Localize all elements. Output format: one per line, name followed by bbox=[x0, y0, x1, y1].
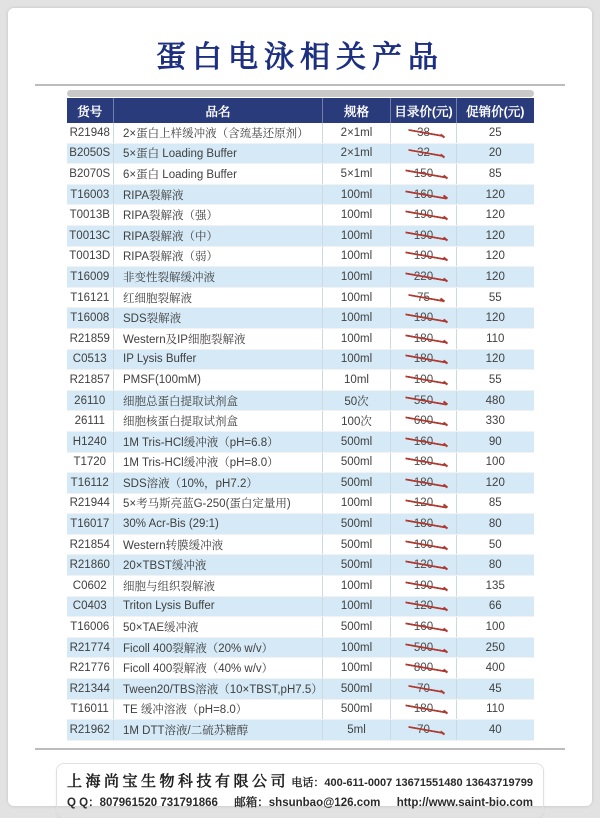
promo-price: 110 bbox=[457, 699, 534, 720]
footer-line-1 bbox=[67, 770, 533, 791]
promo-price: 100 bbox=[457, 617, 534, 638]
product-code: R21944 bbox=[67, 493, 114, 514]
table-row bbox=[67, 720, 534, 741]
list-price bbox=[391, 205, 457, 226]
product-code: T16112 bbox=[67, 473, 114, 494]
promo-price: 25 bbox=[457, 123, 534, 143]
qq-numbers: 807961520 731791866 bbox=[99, 796, 218, 809]
phone-numbers: 400-611-0007 13671551480 13643719799 bbox=[324, 776, 533, 789]
product-code: T0013D bbox=[67, 246, 114, 267]
list-price-struck: 120 bbox=[411, 600, 436, 612]
product-name: SDS裂解液 bbox=[114, 308, 323, 329]
product-code: R21344 bbox=[67, 679, 114, 700]
product-spec: 5×1ml bbox=[323, 164, 391, 185]
table-row bbox=[67, 370, 534, 391]
list-price bbox=[391, 431, 457, 452]
promo-price: 250 bbox=[457, 637, 534, 658]
col-header-list-price: 目录价(元) bbox=[391, 98, 457, 123]
product-code: B2050S bbox=[67, 143, 114, 164]
product-code: R21860 bbox=[67, 555, 114, 576]
product-spec: 500ml bbox=[323, 699, 391, 720]
promo-price: 80 bbox=[457, 555, 534, 576]
table-row bbox=[67, 658, 534, 679]
product-spec: 100ml bbox=[323, 596, 391, 617]
product-spec: 100ml bbox=[323, 328, 391, 349]
table-row bbox=[67, 225, 534, 246]
product-spec: 500ml bbox=[323, 534, 391, 555]
product-code: R21854 bbox=[67, 534, 114, 555]
table-row bbox=[67, 328, 534, 349]
footer bbox=[56, 763, 544, 818]
product-name: 2×蛋白上样缓冲液（含巯基还原剂） bbox=[114, 123, 323, 143]
list-price bbox=[391, 637, 457, 658]
product-name: 5×蛋白 Loading Buffer bbox=[114, 143, 323, 164]
list-price bbox=[391, 328, 457, 349]
product-spec: 2×1ml bbox=[323, 143, 391, 164]
product-code: T16009 bbox=[67, 267, 114, 288]
footer-line-2 bbox=[67, 794, 533, 810]
product-spec: 100ml bbox=[323, 493, 391, 514]
product-name: 细胞与组织裂解液 bbox=[114, 576, 323, 597]
title-divider bbox=[35, 84, 565, 86]
promo-price: 120 bbox=[457, 246, 534, 267]
promo-price: 45 bbox=[457, 679, 534, 700]
product-name: TE 缓冲溶液（pH=8.0） bbox=[114, 699, 323, 720]
footer-divider bbox=[35, 748, 565, 750]
product-name: Ficoll 400裂解液（40% w/v） bbox=[114, 658, 323, 679]
product-code: C0513 bbox=[67, 349, 114, 370]
list-price bbox=[391, 576, 457, 597]
product-code: R21776 bbox=[67, 658, 114, 679]
product-table-body bbox=[67, 123, 534, 740]
list-price bbox=[391, 534, 457, 555]
list-price bbox=[391, 143, 457, 164]
promo-price: 100 bbox=[457, 452, 534, 473]
product-code: T0013B bbox=[67, 205, 114, 226]
promo-price: 20 bbox=[457, 143, 534, 164]
product-name: RIPA裂解液（强） bbox=[114, 205, 323, 226]
list-price bbox=[391, 370, 457, 391]
product-name: 红细胞裂解液 bbox=[114, 287, 323, 308]
table-row bbox=[67, 390, 534, 411]
product-code: T16008 bbox=[67, 308, 114, 329]
list-price-struck: 190 bbox=[411, 250, 436, 262]
list-price-struck: 160 bbox=[411, 189, 436, 201]
list-price-struck: 190 bbox=[411, 209, 436, 221]
table-row bbox=[67, 534, 534, 555]
product-code: R21948 bbox=[67, 123, 114, 143]
list-price-struck: 550 bbox=[411, 395, 436, 407]
product-name: IP Lysis Buffer bbox=[114, 349, 323, 370]
product-code: R21857 bbox=[67, 370, 114, 391]
promo-price: 90 bbox=[457, 431, 534, 452]
product-spec: 100次 bbox=[323, 411, 391, 432]
product-spec: 500ml bbox=[323, 617, 391, 638]
list-price-struck: 220 bbox=[411, 271, 436, 283]
list-price-struck: 150 bbox=[411, 168, 436, 180]
product-name: PMSF(100mM) bbox=[114, 370, 323, 391]
list-price bbox=[391, 699, 457, 720]
promo-price: 120 bbox=[457, 184, 534, 205]
table-row bbox=[67, 431, 534, 452]
product-name: Western及IP细胞裂解液 bbox=[114, 328, 323, 349]
list-price-struck: 38 bbox=[414, 127, 433, 139]
product-spec: 2×1ml bbox=[323, 123, 391, 143]
product-code: T16017 bbox=[67, 514, 114, 535]
product-spec: 500ml bbox=[323, 431, 391, 452]
table-row bbox=[67, 555, 534, 576]
table-row bbox=[67, 308, 534, 329]
list-price bbox=[391, 452, 457, 473]
list-price-struck: 800 bbox=[411, 662, 436, 674]
list-price bbox=[391, 267, 457, 288]
product-code: R21774 bbox=[67, 637, 114, 658]
promo-price: 120 bbox=[457, 308, 534, 329]
qq-block bbox=[67, 794, 218, 810]
list-price bbox=[391, 679, 457, 700]
product-spec: 500ml bbox=[323, 555, 391, 576]
list-price-struck: 100 bbox=[411, 539, 436, 551]
product-name: RIPA裂解液（弱） bbox=[114, 246, 323, 267]
product-code: C0602 bbox=[67, 576, 114, 597]
product-code: R21962 bbox=[67, 720, 114, 741]
product-name: 5×考马斯亮蓝G-250(蛋白定量用) bbox=[114, 493, 323, 514]
table-row bbox=[67, 617, 534, 638]
product-spec: 100ml bbox=[323, 205, 391, 226]
promo-price: 135 bbox=[457, 576, 534, 597]
product-name: 1M DTT溶液/二硫苏糖醇 bbox=[114, 720, 323, 741]
company-name: 上海尚宝生物科技有限公司 bbox=[67, 772, 290, 790]
promo-price: 120 bbox=[457, 205, 534, 226]
product-name: 非变性裂解缓冲液 bbox=[114, 267, 323, 288]
list-price bbox=[391, 308, 457, 329]
catalog-page bbox=[8, 8, 592, 809]
list-price-struck: 190 bbox=[411, 230, 436, 242]
list-price bbox=[391, 720, 457, 741]
list-price bbox=[391, 246, 457, 267]
promo-price: 120 bbox=[457, 349, 534, 370]
promo-price: 120 bbox=[457, 267, 534, 288]
list-price bbox=[391, 514, 457, 535]
list-price-struck: 160 bbox=[411, 621, 436, 633]
product-name: Ficoll 400裂解液（20% w/v） bbox=[114, 637, 323, 658]
page-title: 蛋白电泳相关产品 bbox=[156, 40, 444, 75]
product-spec: 500ml bbox=[323, 473, 391, 494]
product-spec: 50次 bbox=[323, 390, 391, 411]
product-code: T0013C bbox=[67, 225, 114, 246]
product-code: T1720 bbox=[67, 452, 114, 473]
promo-price: 80 bbox=[457, 514, 534, 535]
product-spec: 100ml bbox=[323, 576, 391, 597]
list-price-struck: 32 bbox=[414, 147, 433, 159]
list-price-struck: 600 bbox=[411, 415, 436, 427]
product-spec: 100ml bbox=[323, 267, 391, 288]
promo-price: 85 bbox=[457, 164, 534, 185]
product-name: SDS溶液（10%，pH7.2） bbox=[114, 473, 323, 494]
table-row bbox=[67, 576, 534, 597]
product-name: 细胞核蛋白提取试剂盒 bbox=[114, 411, 323, 432]
list-price bbox=[391, 287, 457, 308]
phone-block bbox=[291, 774, 533, 790]
product-code: C0403 bbox=[67, 596, 114, 617]
col-header-promo-price: 促销价(元) bbox=[457, 98, 534, 123]
table-row bbox=[67, 184, 534, 205]
promo-price: 480 bbox=[457, 390, 534, 411]
table-row bbox=[67, 514, 534, 535]
promo-price: 120 bbox=[457, 225, 534, 246]
table-top-bar bbox=[67, 90, 534, 97]
promo-price: 85 bbox=[457, 493, 534, 514]
table-row bbox=[67, 411, 534, 432]
list-price bbox=[391, 123, 457, 143]
product-code: T16003 bbox=[67, 184, 114, 205]
table-row bbox=[67, 452, 534, 473]
email-address: shsunbao@126.com bbox=[268, 796, 381, 809]
product-spec: 100ml bbox=[323, 184, 391, 205]
list-price bbox=[391, 473, 457, 494]
product-spec: 100ml bbox=[323, 349, 391, 370]
list-price-struck: 160 bbox=[411, 436, 436, 448]
promo-price: 120 bbox=[457, 473, 534, 494]
product-code: T16011 bbox=[67, 699, 114, 720]
table-row bbox=[67, 699, 534, 720]
product-table-header bbox=[67, 98, 534, 123]
promo-price: 55 bbox=[457, 287, 534, 308]
col-header-code: 货号 bbox=[67, 98, 114, 123]
qq-label: Q Q： bbox=[67, 796, 100, 809]
promo-price: 55 bbox=[457, 370, 534, 391]
product-name: 50×TAE缓冲液 bbox=[114, 617, 323, 638]
product-code: T16121 bbox=[67, 287, 114, 308]
promo-price: 66 bbox=[457, 596, 534, 617]
product-name: 1M Tris-HCl缓冲液（pH=6.8） bbox=[114, 431, 323, 452]
product-name: 20×TBST缓冲液 bbox=[114, 555, 323, 576]
list-price-struck: 70 bbox=[414, 683, 433, 695]
product-name: RIPA裂解液 bbox=[114, 184, 323, 205]
list-price bbox=[391, 390, 457, 411]
product-name: RIPA裂解液（中） bbox=[114, 225, 323, 246]
table-row bbox=[67, 596, 534, 617]
list-price bbox=[391, 225, 457, 246]
table-row bbox=[67, 493, 534, 514]
list-price bbox=[391, 411, 457, 432]
table-row bbox=[67, 349, 534, 370]
product-code: B2070S bbox=[67, 164, 114, 185]
website-url: http://www.saint-bio.com bbox=[396, 796, 533, 809]
list-price bbox=[391, 349, 457, 370]
product-name: 30% Acr-Bis (29:1) bbox=[114, 514, 323, 535]
product-name: Western转膜缓冲液 bbox=[114, 534, 323, 555]
list-price-struck: 500 bbox=[411, 642, 436, 654]
list-price-struck: 180 bbox=[411, 333, 436, 345]
product-spec: 10ml bbox=[323, 370, 391, 391]
table-row bbox=[67, 637, 534, 658]
list-price-struck: 180 bbox=[411, 456, 436, 468]
promo-price: 400 bbox=[457, 658, 534, 679]
promo-price: 40 bbox=[457, 720, 534, 741]
list-price bbox=[391, 493, 457, 514]
header-row bbox=[67, 98, 534, 123]
table-row bbox=[67, 123, 534, 143]
table-row bbox=[67, 164, 534, 185]
product-code: R21859 bbox=[67, 328, 114, 349]
list-price-struck: 190 bbox=[411, 580, 436, 592]
table-row bbox=[67, 143, 534, 164]
list-price-struck: 180 bbox=[411, 353, 436, 365]
list-price-struck: 180 bbox=[411, 703, 436, 715]
product-spec: 500ml bbox=[323, 452, 391, 473]
list-price-struck: 120 bbox=[411, 497, 436, 509]
list-price-struck: 75 bbox=[414, 292, 433, 304]
product-spec: 100ml bbox=[323, 225, 391, 246]
product-table bbox=[67, 98, 534, 741]
list-price-struck: 180 bbox=[411, 518, 436, 530]
product-code: 26110 bbox=[67, 390, 114, 411]
list-price bbox=[391, 658, 457, 679]
list-price-struck: 100 bbox=[411, 374, 436, 386]
list-price bbox=[391, 555, 457, 576]
promo-price: 50 bbox=[457, 534, 534, 555]
col-header-name: 品名 bbox=[114, 98, 323, 123]
table-row bbox=[67, 267, 534, 288]
list-price bbox=[391, 184, 457, 205]
list-price-struck: 120 bbox=[411, 559, 436, 571]
product-spec: 100ml bbox=[323, 637, 391, 658]
promo-price: 110 bbox=[457, 328, 534, 349]
list-price-struck: 70 bbox=[414, 724, 433, 736]
list-price bbox=[391, 164, 457, 185]
product-name: Tween20/TBS溶液（10×TBST,pH7.5） bbox=[114, 679, 323, 700]
product-name: Triton Lysis Buffer bbox=[114, 596, 323, 617]
promo-price: 330 bbox=[457, 411, 534, 432]
phone-label: 电话： bbox=[291, 776, 325, 789]
product-spec: 100ml bbox=[323, 246, 391, 267]
email-label: 邮箱： bbox=[234, 796, 269, 809]
product-name: 1M Tris-HCl缓冲液（pH=8.0） bbox=[114, 452, 323, 473]
product-spec: 500ml bbox=[323, 679, 391, 700]
product-spec: 500ml bbox=[323, 514, 391, 535]
product-name: 6×蛋白 Loading Buffer bbox=[114, 164, 323, 185]
product-name: 细胞总蛋白提取试剂盒 bbox=[114, 390, 323, 411]
product-spec: 100ml bbox=[323, 308, 391, 329]
product-spec: 5ml bbox=[323, 720, 391, 741]
product-code: H1240 bbox=[67, 431, 114, 452]
col-header-spec: 规格 bbox=[323, 98, 391, 123]
list-price-struck: 190 bbox=[411, 312, 436, 324]
email-block bbox=[234, 794, 380, 810]
table-row bbox=[67, 473, 534, 494]
product-spec: 100ml bbox=[323, 287, 391, 308]
product-spec: 100ml bbox=[323, 658, 391, 679]
table-row bbox=[67, 246, 534, 267]
list-price bbox=[391, 617, 457, 638]
table-row bbox=[67, 287, 534, 308]
product-code: 26111 bbox=[67, 411, 114, 432]
table-row bbox=[67, 205, 534, 226]
list-price bbox=[391, 596, 457, 617]
table-row bbox=[67, 679, 534, 700]
list-price-struck: 180 bbox=[411, 477, 436, 489]
product-code: T16006 bbox=[67, 617, 114, 638]
